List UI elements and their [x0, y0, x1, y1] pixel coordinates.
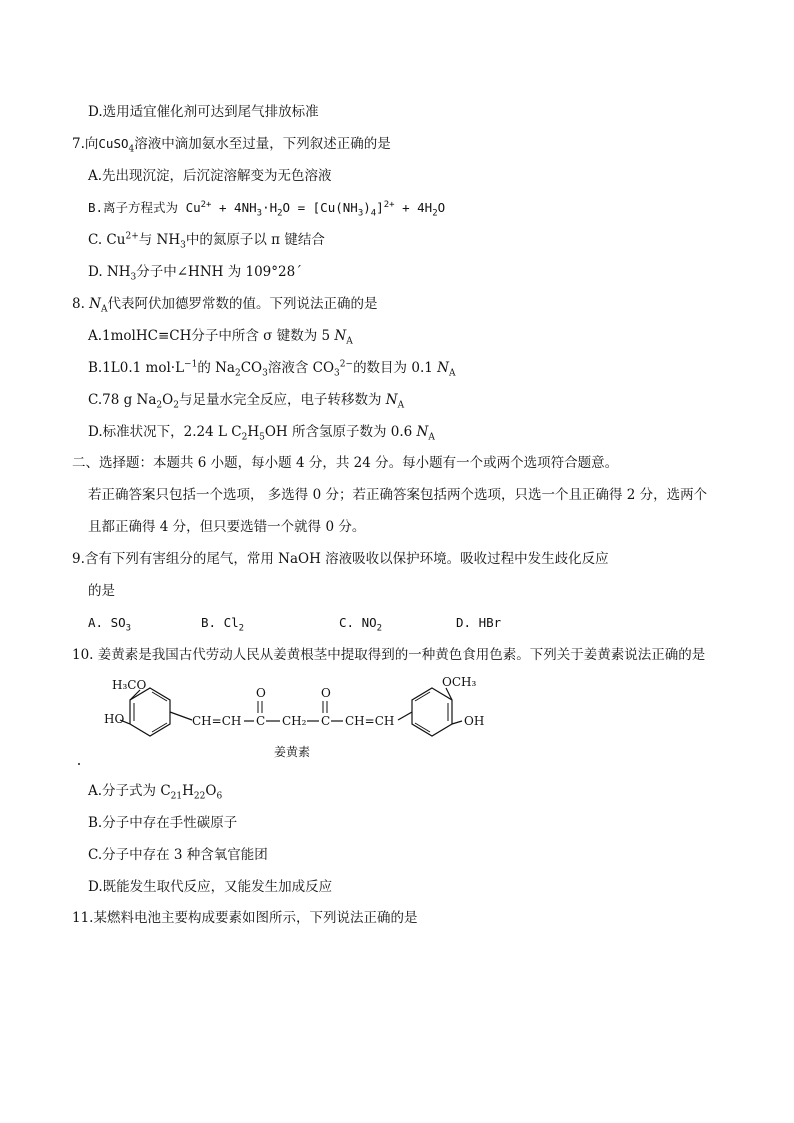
chain-group-ch-ch: CH=CH	[345, 714, 395, 728]
q7-option-d: D. $NH_3$分子中∠HNH 为 109°28´	[88, 264, 302, 283]
q9-option-a: A. $SO_3$	[88, 615, 132, 634]
q10-option-b: B.分子中存在手性碳原子	[88, 815, 238, 831]
q9-stem-continued: 的是	[88, 583, 115, 599]
right-hydroxy-label: OH	[464, 714, 485, 728]
q7-option-a: A.先出现沉淀，后沉淀溶解变为无色溶液	[88, 168, 332, 184]
q9-option-c: C. $NO_2$	[339, 615, 383, 634]
section2-rule-line: 且都正确得 4 分，但只要选错一个就得 0 分。	[88, 519, 366, 535]
q8-option-b: B.1L0.1 $mol\cdot L^{-1}$的 $Na_2CO_3$溶液含 $CO_3^{2-}$的数目为 0.1 $N_A$	[88, 359, 456, 379]
left-benzene-ring	[130, 688, 170, 736]
q10-option-d: D.既能发生取代反应，又能发生加成反应	[88, 879, 333, 895]
right-methoxy-label: OCH₃	[442, 676, 477, 689]
carbonyl-oxygen-label: O	[321, 686, 331, 700]
chain-group-carbonyl-c: C	[321, 714, 331, 728]
carbonyl-oxygen-label: O	[256, 686, 266, 700]
q7-option-c: C. $Cu^{2+}$与 $NH_3$中的氮原子以 π 键结合	[88, 231, 325, 251]
q7-option-b: B.离子方程式为 $Cu^{2+} + 4NH_3\cdot H_2O = [Cu(NH_3)_4]^{2+} + 4H_2O$	[88, 199, 446, 219]
q10-stem: 10. 姜黄素是我国古代劳动人民从姜黄根茎中提取得到的一种黄色食用色素。下列关于姜黄素说法正确的是	[72, 647, 706, 663]
chain-group-carbonyl-c: C	[256, 714, 266, 728]
curcumin-structure-figure	[100, 676, 500, 764]
section2-rule-line: 若正确答案只包括一个选项， 多选得 0 分；若正确答案包括两个选项，只选一个且正确得 2 分，选两个	[88, 487, 708, 503]
bond	[452, 721, 462, 724]
right-benzene-ring	[412, 688, 452, 736]
chain-group-ch-ch: CH=CH	[192, 714, 242, 728]
chain-group-ch2: CH₂	[282, 714, 307, 728]
section2-heading: 二、选择题：本题共 6 小题，每小题 4 分，共 24 分。每小题有一个或两个选项符合题意。	[72, 455, 619, 471]
q9-option-d: D. HBr	[456, 615, 502, 630]
q9-stem: 9.含有下列有害组分的尾气，常用 NaOH 溶液吸收以保护环境。吸收过程中发生歧化反应	[72, 551, 609, 567]
figure-caption: 姜黄素	[274, 745, 311, 759]
q6-option-d: D.选用适宜催化剂可达到尾气排放标准	[88, 104, 319, 120]
q9-option-b: B. $Cl_2$	[201, 615, 245, 634]
q8-option-c: C.78 g $Na_2O_2$与足量水完全反应，电子转移数为 $N_A$	[88, 392, 405, 411]
q8-stem: 8. $N_A$代表阿伏加德罗常数的值。下列说法正确的是	[72, 296, 378, 315]
q10-option-c: C.分子中存在 3 种含氧官能团	[88, 847, 268, 863]
bond	[170, 712, 192, 720]
stray-dot	[78, 763, 80, 765]
left-methoxy-label: H₃CO	[112, 678, 147, 692]
q11-stem: 11.某燃料电池主要构成要素如图所示，下列说法正确的是	[72, 910, 418, 926]
bond	[398, 712, 412, 720]
q8-option-a: A.1molHC≡CH分子中所含 σ 键数为 5 $N_A$	[88, 328, 353, 347]
q7-stem: 7.向CuSO$_4$溶液中滴加氨水至过量，下列叙述正确的是	[72, 136, 391, 155]
q8-option-d: D.标准状况下，2.24 L $C_2H_5OH$ 所含氢原子数为 0.6 $N_A$	[88, 424, 435, 443]
left-hydroxy-label: HO	[104, 712, 125, 726]
q10-option-a: A.分子式为 $C_{21}H_{22}O_6$	[88, 783, 223, 802]
